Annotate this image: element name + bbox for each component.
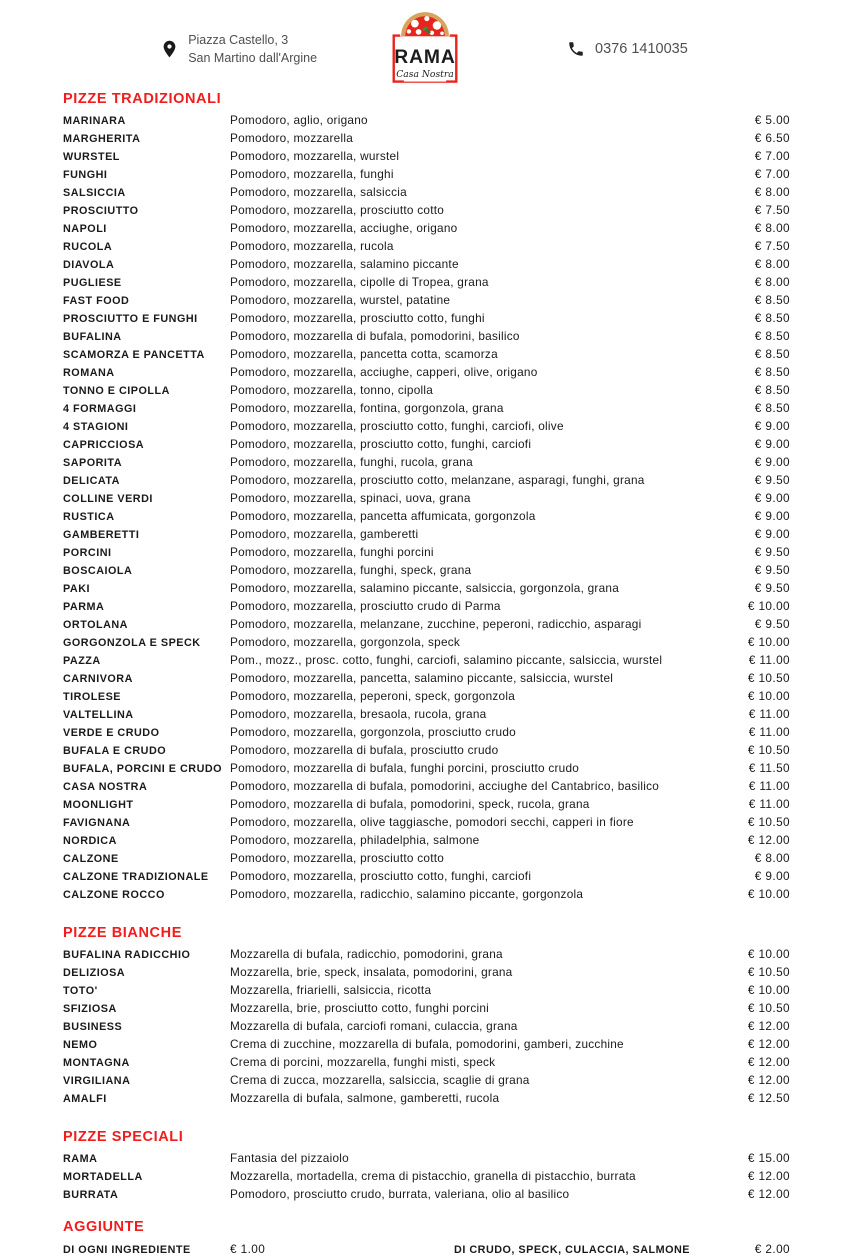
menu-item-row <box>63 1186 790 1204</box>
item-price: € 9.00 <box>754 509 790 523</box>
item-price: € 12.00 <box>747 833 790 847</box>
section-rows <box>63 946 790 1108</box>
item-description: Pomodoro, mozzarella, prosciutto cotto <box>230 203 445 217</box>
item-price: € 12.00 <box>747 1055 790 1069</box>
menu-item-row <box>63 598 790 616</box>
menu-item-row <box>63 1054 790 1072</box>
menu-item-row <box>63 724 790 742</box>
item-description: Pomodoro, mozzarella, olive taggiasche, pomodori secchi, capperi in fiore <box>230 815 634 829</box>
brand-name: RAMA <box>394 46 456 68</box>
item-name: RAMA <box>63 1153 98 1165</box>
item-name: BUFALINA RADICCHIO <box>63 949 191 961</box>
menu-item-row <box>63 274 790 292</box>
section-aggiunte <box>63 1218 790 1259</box>
item-description: Pomodoro, mozzarella, wurstel, patatine <box>230 293 451 307</box>
item-name: ORTOLANA <box>63 619 128 631</box>
item-name: MARINARA <box>63 115 126 127</box>
item-price: € 12.00 <box>747 1019 790 1033</box>
item-description: Pomodoro, mozzarella, prosciutto cotto, funghi, carciofi <box>230 437 532 451</box>
menu-item-row <box>63 778 790 796</box>
menu-section <box>63 924 790 1108</box>
menu-item-row <box>63 670 790 688</box>
menu-item-row <box>63 742 790 760</box>
item-description: Mozzarella, friarielli, salsiccia, ricotta <box>230 983 432 997</box>
item-price: € 9.50 <box>754 617 790 631</box>
item-description: Pomodoro, mozzarella, funghi <box>230 167 394 181</box>
menu-item-row <box>63 1150 790 1168</box>
item-name: BUFALA, PORCINI E CRUDO <box>63 763 223 775</box>
item-name: 4 STAGIONI <box>63 421 129 433</box>
menu-item-row <box>63 256 790 274</box>
menu-item-row <box>63 652 790 670</box>
item-description: Pomodoro, mozzarella, peperoni, speck, gorgonzola <box>230 689 516 703</box>
item-name: FUNGHI <box>63 169 108 181</box>
phone-icon <box>567 40 585 58</box>
item-name: NORDICA <box>63 835 117 847</box>
item-name: VERDE E CRUDO <box>63 727 160 739</box>
item-price: € 8.00 <box>754 257 790 271</box>
item-description: Pomodoro, mozzarella, salamino piccante <box>230 257 459 271</box>
item-price: € 10.00 <box>747 599 790 613</box>
item-price: € 8.50 <box>754 329 790 343</box>
menu-item-row <box>63 634 790 652</box>
address-line-1: Piazza Castello, 3 <box>188 32 289 47</box>
item-price: € 11.00 <box>748 725 790 739</box>
menu-item-row <box>63 166 790 184</box>
item-description: Pomodoro, mozzarella, wurstel <box>230 149 400 163</box>
item-name: BUFALINA <box>63 331 122 343</box>
item-name: MORTADELLA <box>63 1171 143 1183</box>
menu-item-row <box>63 706 790 724</box>
restaurant-logo <box>379 8 471 93</box>
item-price: € 7.00 <box>754 149 790 163</box>
item-description: Pomodoro, mozzarella di bufala, pomodorini, speck, rucola, grana <box>230 797 590 811</box>
item-price: € 5.00 <box>754 113 790 127</box>
pizza-half-icon <box>400 11 450 36</box>
item-price: € 11.00 <box>748 653 790 667</box>
menu-item-row <box>63 148 790 166</box>
menu-item-row <box>63 436 790 454</box>
item-description: Pomodoro, mozzarella, salamino piccante, salsiccia, gorgonzola, grana <box>230 581 620 595</box>
menu-item-row <box>63 346 790 364</box>
section-title: AGGIUNTE <box>63 1219 145 1235</box>
item-price: € 12.00 <box>747 1169 790 1183</box>
item-name: TOTO' <box>63 985 98 997</box>
menu-item-row <box>63 982 790 1000</box>
item-name: TONNO E CIPOLLA <box>63 385 170 397</box>
item-description: Crema di porcini, mozzarella, funghi misti, speck <box>230 1055 496 1069</box>
item-price: € 12.00 <box>747 1187 790 1201</box>
menu-item-row <box>63 1036 790 1054</box>
section-title: PIZZE BIANCHE <box>63 925 182 941</box>
phone-number: 0376 1410035 <box>595 41 688 57</box>
item-price: € 9.00 <box>754 527 790 541</box>
menu-item-row <box>63 292 790 310</box>
menu-item-row <box>63 418 790 436</box>
menu-item-row <box>63 508 790 526</box>
item-name: SFIZIOSA <box>63 1003 117 1015</box>
item-price: € 9.00 <box>754 437 790 451</box>
menu-item-row <box>63 382 790 400</box>
item-description: Pomodoro, mozzarella, prosciutto cotto <box>230 851 445 865</box>
item-description: Mozzarella, mortadella, crema di pistacchio, granella di pistacchio, burrata <box>230 1169 636 1183</box>
item-description: Pomodoro, mozzarella di bufala, funghi porcini, prosciutto crudo <box>230 761 580 775</box>
item-price: € 10.00 <box>747 635 790 649</box>
item-description: Pomodoro, aglio, origano <box>230 113 368 127</box>
item-description: Pomodoro, mozzarella, pancetta cotta, scamorza <box>230 347 498 361</box>
item-name: PAKI <box>63 583 90 595</box>
item-price: € 10.50 <box>747 743 790 757</box>
item-price: € 9.00 <box>754 491 790 505</box>
item-price: € 8.50 <box>754 365 790 379</box>
item-name: PROSCIUTTO E FUNGHI <box>63 313 198 325</box>
item-name: DIAVOLA <box>63 259 115 271</box>
item-price: € 10.50 <box>747 671 790 685</box>
item-name: PAZZA <box>63 655 101 667</box>
menu-item-row <box>63 184 790 202</box>
menu-item-row <box>63 760 790 778</box>
item-description: Pomodoro, mozzarella di bufala, pomodorini, basilico <box>230 329 520 343</box>
item-name: VIRGILIANA <box>63 1075 131 1087</box>
item-description: Pomodoro, mozzarella, funghi porcini <box>230 545 434 559</box>
item-price: € 8.50 <box>754 311 790 325</box>
menu-item-row <box>63 238 790 256</box>
menu-item-row <box>63 220 790 238</box>
item-price: € 8.50 <box>754 347 790 361</box>
item-name: SALSICCIA <box>63 187 126 199</box>
menu-item-row <box>63 454 790 472</box>
item-description: Mozzarella, brie, speck, insalata, pomodorini, grana <box>230 965 513 979</box>
menu-item-row <box>63 946 790 964</box>
menu-item-row <box>63 202 790 220</box>
menu-item-row <box>63 1168 790 1186</box>
menu-item-row <box>63 1090 790 1108</box>
item-name: NEMO <box>63 1039 98 1051</box>
item-description: Pomodoro, mozzarella, radicchio, salamino piccante, gorgonzola <box>230 887 584 901</box>
address-block <box>160 31 317 67</box>
menu-item-row <box>63 688 790 706</box>
item-description: Pomodoro, prosciutto crudo, burrata, valeriana, olio al basilico <box>230 1187 570 1201</box>
item-price: € 7.00 <box>754 167 790 181</box>
item-description: Pomodoro, mozzarella <box>230 131 354 145</box>
item-name: DELICATA <box>63 475 120 487</box>
address-line-2: San Martino dall'Argine <box>188 51 318 65</box>
item-description: Pomodoro, mozzarella di bufala, prosciutto crudo <box>230 743 499 757</box>
item-name: MONTAGNA <box>63 1057 130 1069</box>
item-description: Mozzarella di bufala, salmone, gamberetti, rucola <box>230 1091 500 1105</box>
item-price: € 11.00 <box>748 707 790 721</box>
item-price: € 10.00 <box>747 983 790 997</box>
item-description: Pomodoro, mozzarella, rucola <box>230 239 394 253</box>
item-name: FAST FOOD <box>63 295 130 307</box>
item-description: Mozzarella, brie, prosciutto cotto, funghi porcini <box>230 1001 490 1015</box>
item-price: € 10.00 <box>747 947 790 961</box>
item-description: Pomodoro, mozzarella, prosciutto cotto, funghi, carciofi <box>230 869 532 883</box>
item-name: TIROLESE <box>63 691 121 703</box>
page-header <box>0 0 848 90</box>
menu-item-row <box>63 1072 790 1090</box>
item-name: BURRATA <box>63 1189 119 1201</box>
item-name: FAVIGNANA <box>63 817 131 829</box>
item-price: € 10.00 <box>747 887 790 901</box>
menu-item-row <box>63 472 790 490</box>
premium-item-name: DI CRUDO, SPECK, CULACCIA, SALMONE <box>454 1244 690 1256</box>
map-pin-icon <box>160 37 179 61</box>
menu-item-row <box>63 796 790 814</box>
item-price: € 7.50 <box>754 239 790 253</box>
item-price: € 11.00 <box>748 797 790 811</box>
item-description: Crema di zucchine, mozzarella di bufala, pomodorini, gamberi, zucchine <box>230 1037 624 1051</box>
menu-item-row <box>63 832 790 850</box>
item-description: Pomodoro, mozzarella, prosciutto cotto, funghi, carciofi, olive <box>230 419 564 433</box>
item-name: RUSTICA <box>63 511 115 523</box>
section-rows <box>63 1150 790 1204</box>
menu-item-row <box>63 112 790 130</box>
menu-item-row <box>63 400 790 418</box>
item-price: € 9.00 <box>754 869 790 883</box>
item-name: GORGONZOLA E SPECK <box>63 637 201 649</box>
menu-section <box>63 1128 790 1204</box>
item-price: € 9.50 <box>754 473 790 487</box>
item-price: € 8.00 <box>754 275 790 289</box>
menu-item-row <box>63 1000 790 1018</box>
item-price: € 9.50 <box>754 563 790 577</box>
item-price: € 10.00 <box>747 689 790 703</box>
item-name: AMALFI <box>63 1093 107 1105</box>
item-price: € 8.50 <box>754 383 790 397</box>
item-description: Fantasia del pizzaiolo <box>230 1151 349 1165</box>
menu-item-row <box>63 130 790 148</box>
item-name: SAPORITA <box>63 457 122 469</box>
item-name: CALZONE TRADIZIONALE <box>63 871 209 883</box>
item-description: Pomodoro, mozzarella, funghi, speck, grana <box>230 563 472 577</box>
menu-item-row <box>63 964 790 982</box>
item-description: Pomodoro, mozzarella, gorgonzola, prosciutto crudo <box>230 725 516 739</box>
item-price: € 8.50 <box>754 401 790 415</box>
item-name: CARNIVORA <box>63 673 133 685</box>
item-description: Pomodoro, mozzarella, salsiccia <box>230 185 407 199</box>
item-name: DELIZIOSA <box>63 967 126 979</box>
item-price: € 1.00 <box>230 1242 266 1256</box>
item-description: Pomodoro, mozzarella, gamberetti <box>230 527 419 541</box>
menu-sections <box>63 90 790 1204</box>
menu <box>63 90 790 1259</box>
item-name: SCAMORZA E PANCETTA <box>63 349 205 361</box>
item-description: Pomodoro, mozzarella, bresaola, rucola, grana <box>230 707 487 721</box>
section-rows <box>63 112 790 904</box>
item-description: Crema di zucca, mozzarella, salsiccia, scaglie di grana <box>230 1073 530 1087</box>
item-price: € 8.50 <box>754 293 790 307</box>
item-name: 4 FORMAGGI <box>63 403 137 415</box>
item-name: COLLINE VERDI <box>63 493 153 505</box>
menu-item-row <box>63 616 790 634</box>
item-name: DI OGNI INGREDIENTE <box>63 1244 191 1256</box>
aggiunte-row <box>63 1240 790 1259</box>
menu-item-row <box>63 328 790 346</box>
menu-item-row <box>63 886 790 904</box>
item-description: Pomodoro, mozzarella, tonno, cipolla <box>230 383 434 397</box>
item-name: GAMBERETTI <box>63 529 140 541</box>
item-name: NAPOLI <box>63 223 107 235</box>
item-name: PORCINI <box>63 547 112 559</box>
item-description: Pomodoro, mozzarella, gorgonzola, speck <box>230 635 461 649</box>
menu-item-row <box>63 364 790 382</box>
item-description: Pomodoro, mozzarella, pancetta affumicata, gorgonzola <box>230 509 536 523</box>
item-description: Pomodoro, mozzarella, philadelphia, salmone <box>230 833 480 847</box>
item-description: Pomodoro, mozzarella, melanzane, zucchine, peperoni, radicchio, asparagi <box>230 617 642 631</box>
item-name: MOONLIGHT <box>63 799 134 811</box>
menu-item-row <box>63 544 790 562</box>
item-description: Mozzarella di bufala, radicchio, pomodorini, grana <box>230 947 503 961</box>
menu-item-row <box>63 310 790 328</box>
menu-item-row <box>63 562 790 580</box>
item-name: MARGHERITA <box>63 133 141 145</box>
item-name: WURSTEL <box>63 151 120 163</box>
item-name: CALZONE ROCCO <box>63 889 165 901</box>
item-description: Pomodoro, mozzarella, prosciutto cotto, funghi <box>230 311 485 325</box>
item-description: Pomodoro, mozzarella, acciughe, origano <box>230 221 458 235</box>
item-name: BUFALA E CRUDO <box>63 745 167 757</box>
item-price: € 6.50 <box>754 131 790 145</box>
menu-item-row <box>63 1018 790 1036</box>
item-price: € 10.50 <box>747 815 790 829</box>
item-description: Pomodoro, mozzarella, fontina, gorgonzola, grana <box>230 401 504 415</box>
item-name: PARMA <box>63 601 105 613</box>
brand-tagline: Casa Nostra <box>396 68 454 80</box>
item-description: Pomodoro, mozzarella, cipolle di Tropea, grana <box>230 275 489 289</box>
item-price: € 12.00 <box>747 1037 790 1051</box>
item-price: € 15.00 <box>747 1151 790 1165</box>
item-description: Pomodoro, mozzarella, funghi, rucola, grana <box>230 455 473 469</box>
item-price: € 8.00 <box>754 851 790 865</box>
item-price: € 8.00 <box>754 185 790 199</box>
item-price: € 9.00 <box>754 455 790 469</box>
item-name: VALTELLINA <box>63 709 134 721</box>
item-name: RUCOLA <box>63 241 113 253</box>
menu-item-row <box>63 580 790 598</box>
item-name: PUGLIESE <box>63 277 122 289</box>
item-name: CASA NOSTRA <box>63 781 148 793</box>
item-price: € 12.00 <box>747 1073 790 1087</box>
item-price: € 9.50 <box>754 581 790 595</box>
item-name: BUSINESS <box>63 1021 123 1033</box>
menu-item-row <box>63 526 790 544</box>
item-description: Pom., mozz., prosc. cotto, funghi, carciofi, salamino piccante, salsiccia, wurstel <box>230 653 663 667</box>
item-price: € 10.50 <box>747 1001 790 1015</box>
item-name: BOSCAIOLA <box>63 565 133 577</box>
item-name: ROMANA <box>63 367 115 379</box>
item-price: € 8.00 <box>754 221 790 235</box>
item-description: Pomodoro, mozzarella, prosciutto crudo di Parma <box>230 599 501 613</box>
item-price: € 11.50 <box>748 761 790 775</box>
menu-item-row <box>63 868 790 886</box>
item-description: Pomodoro, mozzarella, prosciutto cotto, melanzane, asparagi, funghi, grana <box>230 473 645 487</box>
item-price: € 11.00 <box>748 779 790 793</box>
item-price: € 12.50 <box>747 1091 790 1105</box>
item-price: € 10.50 <box>747 965 790 979</box>
menu-item-row <box>63 850 790 868</box>
item-price: € 7.50 <box>754 203 790 217</box>
menu-item-row <box>63 490 790 508</box>
item-name: CALZONE <box>63 853 119 865</box>
premium-item-price: € 2.00 <box>754 1242 790 1256</box>
menu-section <box>63 90 790 904</box>
item-description: Pomodoro, mozzarella, acciughe, capperi, olive, origano <box>230 365 538 379</box>
item-description: Pomodoro, mozzarella, pancetta, salamino piccante, salsiccia, wurstel <box>230 671 614 685</box>
item-description: Pomodoro, mozzarella, spinaci, uova, grana <box>230 491 471 505</box>
section-title: PIZZE TRADIZIONALI <box>63 91 222 107</box>
item-price: € 9.50 <box>754 545 790 559</box>
item-name: CAPRICCIOSA <box>63 439 145 451</box>
item-price: € 9.00 <box>754 419 790 433</box>
item-description: Pomodoro, mozzarella di bufala, pomodorini, acciughe del Cantabrico, basilico <box>230 779 660 793</box>
phone-block <box>567 40 688 58</box>
menu-item-row <box>63 814 790 832</box>
item-name: PROSCIUTTO <box>63 205 139 217</box>
section-title: PIZZE SPECIALI <box>63 1129 184 1145</box>
item-description: Mozzarella di bufala, carciofi romani, culaccia, grana <box>230 1019 518 1033</box>
